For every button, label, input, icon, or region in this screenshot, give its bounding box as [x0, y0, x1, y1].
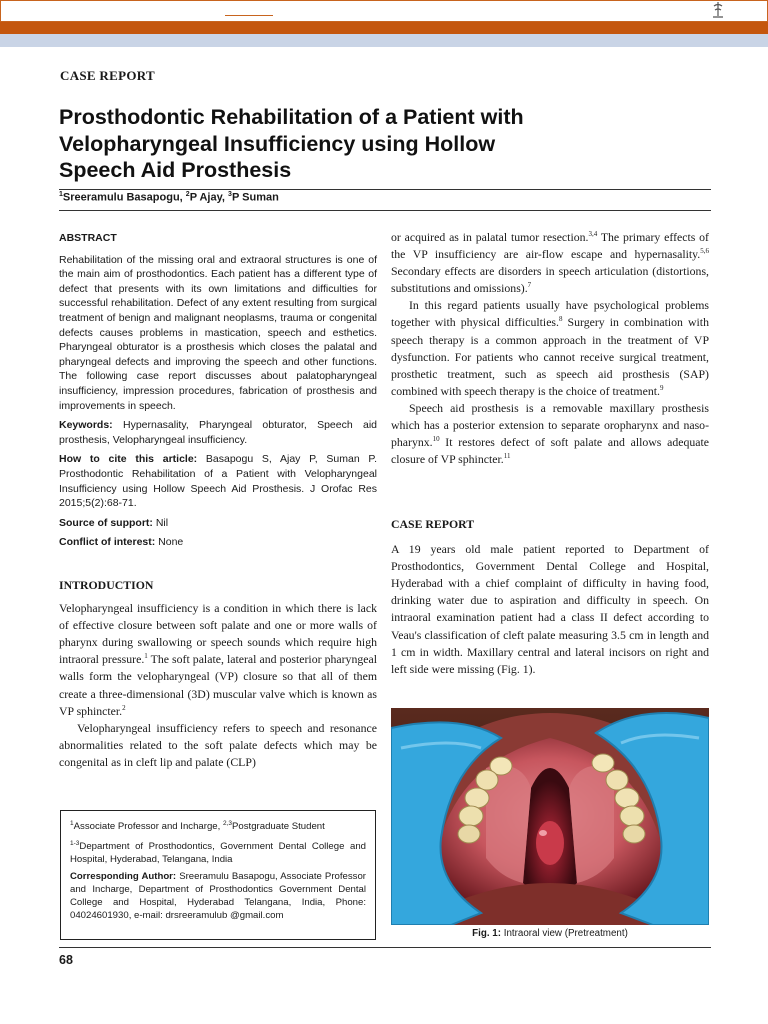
- abstract-text: Rehabilitation of the missing oral and extraoral structures is one of the main aim of prosthodontics. Each patient has a different type of defect that presents with its own limitations and difficulties for successful rehabilitation. Defect of any extent resulting from surgical treatment of benign and malignant neoplasms, trauma or congenital defects causes problems in mastication, speech and esthetics. Pharyngeal obturator is a prosthesis which closes the palatal and pharyngeal defects and improving the speech and other functions. The following case report discusses about palatopharyngeal insufficiency, impression procedures, fabrication of prosthesis and improvements in speech.: [59, 253, 377, 412]
- author-name: P Ajay: [189, 191, 222, 204]
- keywords-text: Hypernasality, Pharyngeal obturator, Speech aid prosthesis, Velopharyngeal insufficiency.: [59, 419, 377, 446]
- citation-ref: 9: [659, 383, 664, 392]
- header-blue-band: [0, 34, 768, 47]
- footer-rule: [59, 947, 711, 948]
- source-of-support: [59, 516, 377, 531]
- figure-caption: [391, 928, 709, 939]
- header-orange-band: [0, 22, 768, 34]
- affiliation-department: [70, 837, 366, 866]
- author-list: [59, 191, 279, 204]
- citation-ref: 10: [432, 435, 440, 444]
- author-affiliation-mark: 3: [228, 191, 232, 198]
- abstract-section: [59, 231, 377, 550]
- text-run: or acquired as in palatal tumor resection.: [391, 230, 589, 244]
- intraoral-photo-drawing: [391, 708, 709, 925]
- intraoral-photo: [391, 708, 709, 925]
- text-run: Speech aid prosthesis is a removable maxillary prosthesis which has a posterior extension to separate oropharynx and naso-pharynx.: [391, 400, 709, 450]
- introduction-section: [59, 577, 377, 771]
- text-run: Department of Prosthodontics, Government Dental College and Hospital, Hyderabad, Telangana, India: [70, 841, 366, 866]
- text-run: The soft palate, lateral and posterior pharyngeal walls form the velopharyngeal (VP) closure so that all of them create a three-dimensional (3D) muscular valve which is known as VP sphincter.: [59, 652, 377, 718]
- case-report-text: A 19 years old male patient reported to Department of Prosthodontics, Government Dental College and Hospital, Hyderabad with a chief complaint of difficulty in having food, drinking water due to aspiration and difficulty in speech. On intraoral examination patient had a class II defect according to Veau's classification of cleft palate measuring 3.5 cm in length and 1 cm in width. Maxillary central and lateral incisors on right and left side were missing (Fig. 1).: [391, 542, 709, 676]
- text-run: It restores defect of soft palate and allows adequate closure of VP sphincter.: [391, 435, 709, 467]
- affiliation-footnote-box: [60, 810, 376, 940]
- header-rule: [225, 15, 273, 16]
- citation-ref: 8: [558, 315, 563, 324]
- title-line: Velopharyngeal Insufficiency using Hollow: [59, 131, 496, 156]
- citation-label: How to cite this article:: [59, 453, 198, 466]
- author-separator: ,: [179, 191, 186, 204]
- keywords-label: Keywords:: [59, 419, 113, 432]
- author-affiliation-mark: 2: [185, 191, 190, 198]
- affiliation-mark: 1: [70, 820, 74, 827]
- intro-paragraph: Velopharyngeal insufficiency refers to speech and resonance abnormalities related to the soft palate defects which may be congenital as in cleft lip and palate (CLP): [59, 720, 377, 769]
- corresponding-author-label: Corresponding Author:: [70, 871, 177, 883]
- citation-ref: 7: [527, 281, 532, 290]
- keywords: [59, 418, 377, 447]
- citation-ref: 2: [122, 703, 126, 712]
- conflict-label: Conflict of interest:: [59, 536, 156, 549]
- text-run: Postgraduate Student: [232, 821, 325, 833]
- body-paragraph: [391, 297, 709, 400]
- page-number: 68: [59, 953, 73, 967]
- top-header-bar: [0, 0, 768, 22]
- support-value: Nil: [155, 516, 169, 529]
- author-name: P Suman: [231, 191, 279, 204]
- title-rule-top: [59, 189, 711, 190]
- title-line: Prosthodontic Rehabilitation of a Patient with: [59, 105, 524, 129]
- citation-ref: 5,6: [700, 247, 709, 256]
- body-paragraph: [391, 400, 709, 468]
- citation-ref: 3,4: [588, 230, 598, 239]
- case-report-heading: CASE REPORT: [391, 517, 475, 531]
- case-report-section: [391, 516, 709, 678]
- corresponding-author-text: Sreeramulu Basapogu, Associate Professor and Incharge, Department of Prosthodontics Government Dental College and Hospital, Hyderabad Telangana, India, Phone: 04024601930, e-mail: drsreeramulub @gmail.com: [70, 871, 366, 922]
- journal-emblem-icon: [708, 0, 728, 20]
- text-run: In this regard patients usually have psychological problems together with physical difficulties.: [391, 298, 709, 330]
- citation-ref: 11: [503, 452, 511, 461]
- figure-caption-text: Intraoral view (Pretreatment): [503, 928, 628, 939]
- title-rule-bottom: [59, 210, 711, 211]
- text-run: Secondary effects are disorders in speech articulation (distortions, substitutions and omissions).: [391, 264, 709, 296]
- right-column-text: [391, 229, 709, 468]
- affiliation-roles: [70, 817, 366, 833]
- author-affiliation-mark: 1: [59, 191, 63, 198]
- conflict-value: None: [158, 536, 184, 549]
- citation-text: Basapogu S, Ajay P, Suman P. Prosthodontic Rehabilitation of a Patient with Velopharyngeal Insufficiency using Hollow Speech Aid Prosthesis. J Orofac Res 2015;5(2):68-71.: [59, 453, 377, 510]
- abstract-heading: ABSTRACT: [59, 232, 117, 244]
- introduction-heading: INTRODUCTION: [59, 578, 154, 592]
- text-run: Velopharyngeal insufficiency is a condition in which there is lack of effective closure between soft palate and one or more walls of pharynx during swallowing or speech sounds which require high intraoral pressure.: [59, 601, 377, 667]
- text-run: Surgery in combination with speech therapy is a common approach in the treatment of VP dysfunction. For patients who cannot receive surgical treatment, prosthetic treatment, such as speech aid prosthesis (SAP) combined with speech therapy is the choice of treatment.: [391, 315, 709, 398]
- citation: [59, 452, 377, 510]
- author-separator: ,: [221, 191, 229, 204]
- body-paragraph: [391, 229, 709, 297]
- section-tag: CASE REPORT: [60, 68, 155, 83]
- text-run: The primary effects of the VP insufficiency are air-flow escape and hypernasality.: [391, 230, 709, 262]
- title-line: Speech Aid Prosthesis: [59, 158, 292, 182]
- corresponding-author: [70, 870, 366, 922]
- figure-caption-label: Fig. 1:: [472, 928, 501, 939]
- affiliation-mark: 1-3: [70, 840, 80, 848]
- affiliation-mark: 2,3: [222, 820, 232, 827]
- author-name: Sreeramulu Basapogu: [62, 191, 180, 204]
- citation-ref: 1: [144, 652, 148, 661]
- article-title: [59, 104, 659, 184]
- intro-paragraph: [59, 600, 377, 720]
- support-label: Source of support:: [59, 516, 153, 529]
- text-run: Associate Professor and Incharge,: [73, 821, 223, 833]
- conflict-of-interest: [59, 535, 377, 550]
